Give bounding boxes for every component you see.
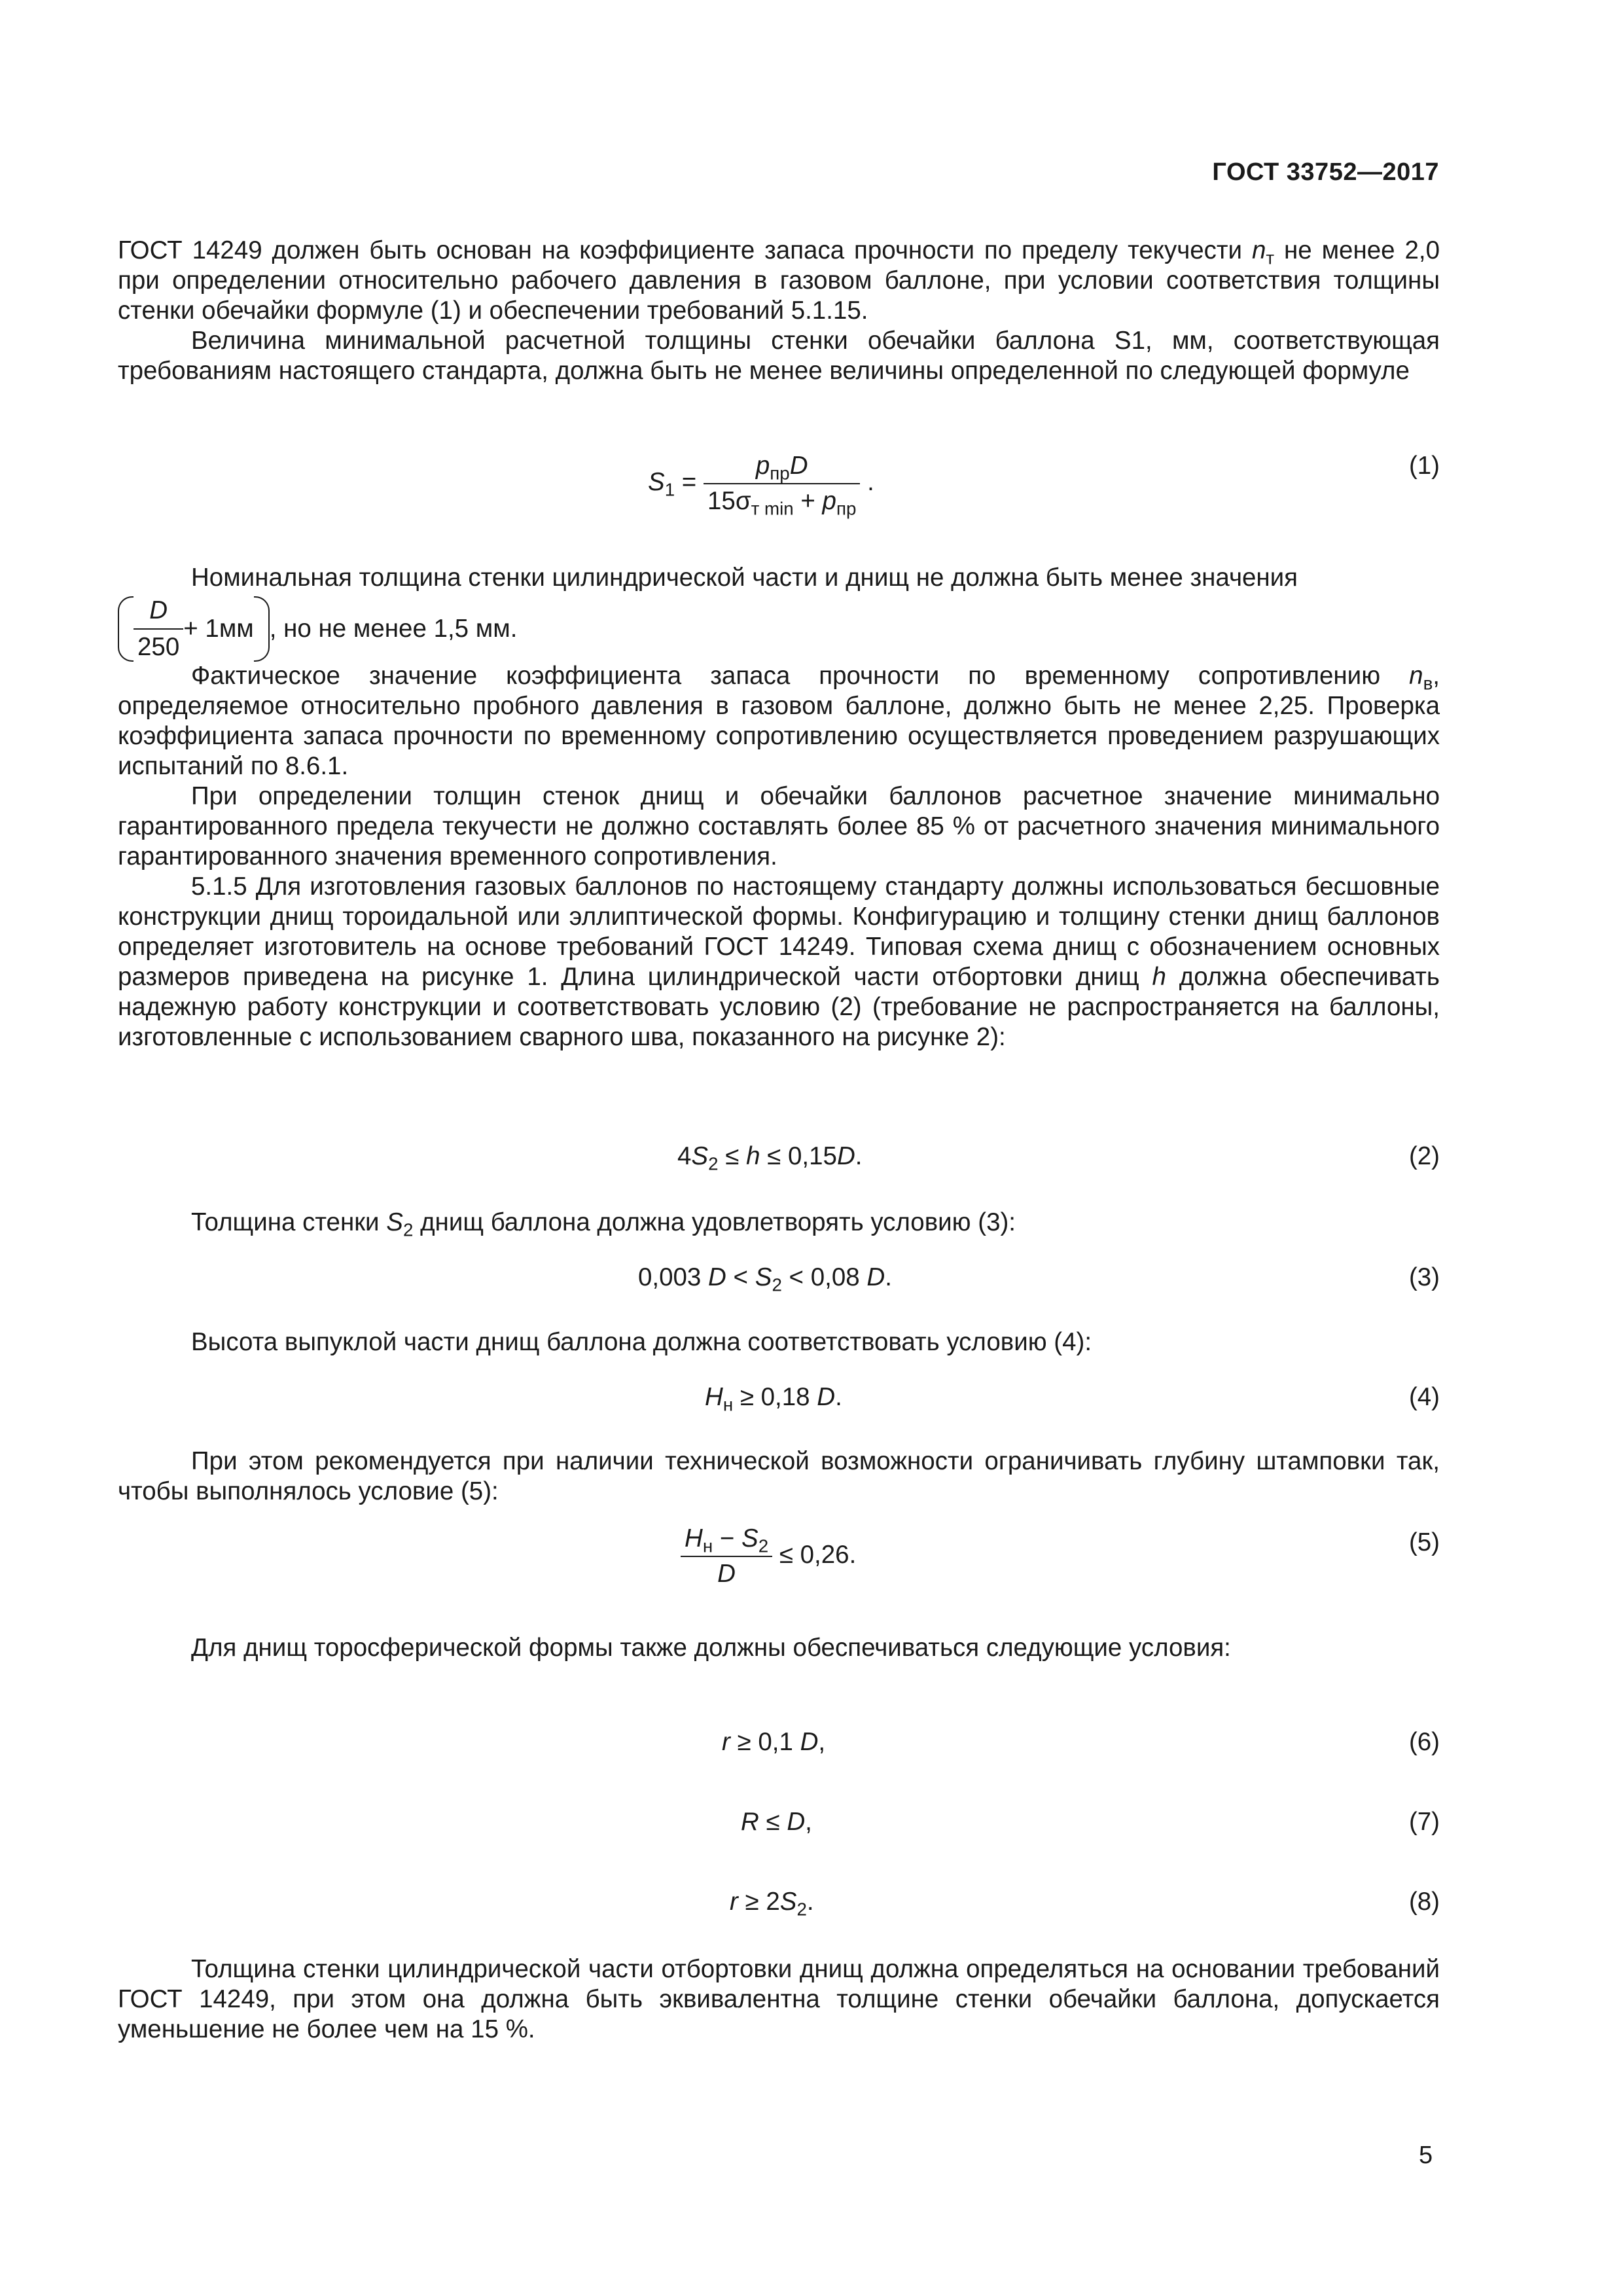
paragraph-10: Для днищ торосферической формы также должны обеспечиваться следующие условия: (191, 1634, 1231, 1662)
formula-2: $4S_2 \le h \le 0,15D$. (2) (677, 1142, 1440, 1174)
equation-number-3: (3) (1408, 1263, 1440, 1291)
body-block-1 (118, 236, 1440, 386)
paragraph-5: При определении толщин стенок днищ и обечайки баллонов расчетное значение минимально гарантированного предела текучести не должно составлять более 85 % от расчетного значения минимального гарантированного значения временного сопротивления. (118, 782, 1440, 870)
body-block-7 (118, 1633, 1440, 1663)
formula-3: 0,003 $D < S_2 < 0,08$ D. (3) (638, 1263, 1440, 1295)
equation-number-6: (6) (1408, 1728, 1440, 1756)
equation-number-4: (4) (1408, 1383, 1440, 1411)
body-block-8 (118, 1954, 1440, 2045)
formula-1: $S_1$ = $\frac{p_{пр}D}{15\sigma_{т min} + p_{пр}}$ . (1) (648, 452, 1440, 519)
formula-5: $\frac{H_н - S_2}{D}$ ≤ 0,26. (5) (118, 1528, 1440, 1600)
body-block-5 (118, 1327, 1440, 1357)
equation-number-8: (8) (1408, 1888, 1440, 1916)
formula-1-fraction: $\frac{p_{пр}D}{15\sigma_{т min} + p_{пр}}$ (704, 452, 860, 516)
inline-fraction: $\frac{D}{250}$ (134, 596, 183, 662)
paragraph-4: Фактическое значение коэффициента запаса прочности по временному сопротивлению $n_в$, определяемое относительно пробного давления в газовом баллоне, должно быть не менее 2,25. Проверка коэффициента запаса прочности по временному сопротивлению осуществляется проведением разрушающих испытаний по 8.6.1. (118, 662, 1440, 780)
page-number: 5 (1419, 2142, 1433, 2169)
body-block-3 (118, 661, 1440, 1052)
paragraph-3: Номинальная толщина стенки цилиндрической части и днищ не должна быть менее значения (191, 564, 1298, 592)
equation-number-5: (5) (1408, 1528, 1440, 1556)
document-header: ГОСТ 33752—2017 (1212, 158, 1439, 186)
paragraph-8: Высота выпуклой части днищ баллона должна соответствовать условию (4): (191, 1328, 1092, 1356)
equation-number-1: (1) (1408, 452, 1440, 480)
body-block-6 (118, 1446, 1440, 1507)
formula-8: $r \ge 2S_2$. (8) (730, 1888, 1440, 1920)
paragraph-11: Толщина стенки цилиндрической части отбортовки днищ должна определяться на основании требований ГОСТ 14249, при этом она должна быть эквивалентна толщине стенки обечайки баллона, допускается уменьшение не более чем на 15 %. (118, 1955, 1440, 2043)
paragraph-9: При этом рекомендуется при наличии технической возможности ограничивать глубину штамповки так, чтобы выполнялось условие (5): (118, 1447, 1440, 1505)
formula-4: $H_н \ge 0,18$ D. (4) (705, 1383, 1440, 1415)
formula-5-fraction: $\frac{H_н - S_2}{D}$ (681, 1524, 772, 1588)
equation-number-7: (7) (1408, 1808, 1440, 1836)
paragraph-1: ГОСТ 14249 должен быть основан на коэффициенте запаса прочности по пределу текучести $n_т$ не менее 2,0 при определении относительно рабочего давления в газовом баллоне, при условии соответствия толщины стенки обечайки формуле (1) и обеспечении требований 5.1.15. (118, 236, 1440, 325)
body-block-2 (118, 563, 1440, 662)
formula-7: R ≤ D, (7) (741, 1808, 1440, 1836)
body-block-4 (118, 1208, 1440, 1238)
paragraph-2: Величина минимальной расчетной толщины стенки обечайки баллона S1, мм, соответствующая требованиям настоящего стандарта, должна быть не менее величины определенной по следующей формуле (118, 327, 1440, 385)
paragraph-6: 5.1.5 Для изготовления газовых баллонов по настоящему стандарту должны использоваться бесшовные конструкции днищ тороидальной или эллиптической формы. Конфигурацию и толщину стенки днищ баллонов определяет изготовитель на основе требований ГОСТ 14249. Типовая схема днищ с обозначением основных размеров приведена на рисунке 1. Длина цилиндрической части отбортовки днищ h должна обеспечивать надежную работу конструкции и соответствовать условию (2) (требование не распространяется на баллоны, изготовленные с использованием сварного шва, показанного на рисунке 2): (118, 872, 1440, 1051)
formula-6: r ≥ 0,1 D, (6) (722, 1728, 1440, 1756)
paragraph-7: Толщина стенки $S_2$ днищ баллона должна удовлетворять условию (3): (191, 1208, 1016, 1240)
paragraph-3-formula: $\frac{D}{250}$ + 1мм , но не менее 1,5 мм. (118, 596, 1440, 662)
equation-number-2: (2) (1408, 1142, 1440, 1170)
